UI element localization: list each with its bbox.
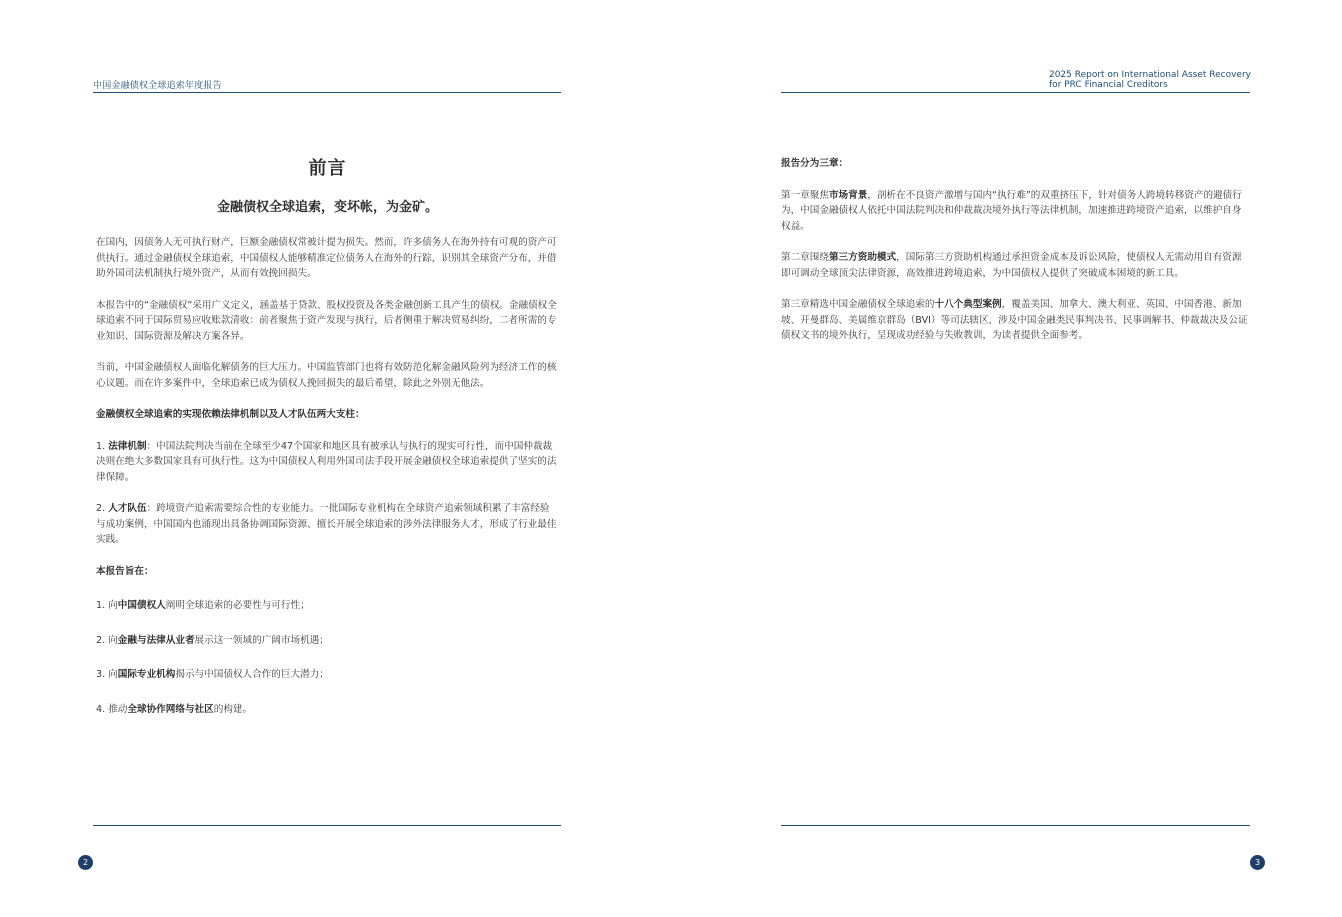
pillar-item: 1. 法律机制：中国法院判决当前在全球至少47个国家和地区具有被承认与执行的现实可行性，而中国仲裁裁决则在绝大多数国家具有可执行性。这为中国债权人利用外国司法手段开展金融债权全球追索提供了坚实的法律保障。 xyxy=(96,440,557,483)
footer-rule xyxy=(781,825,1250,826)
section-heading: 报告分为三章： xyxy=(781,158,849,169)
pillar-item: 2. 人才队伍：跨境资产追索需要综合性的专业能力。一批国际专业机构在全球资产追索领域积累了丰富经验与成功案例，中国国内也涌现出具备协调国际资源、擅长开展全球追索的涉外法律服务人才，形成了行业最佳实践。 xyxy=(96,503,557,545)
section-heading: 金融债权全球追索的实现依赖法律机制以及人才队伍两大支柱： xyxy=(96,409,365,420)
aim-item: 3. 向国际专业机构揭示与中国债权人合作的巨大潜力； xyxy=(96,669,329,680)
header-line: 2025 Report on International Asset Recovery xyxy=(1048,70,1251,80)
paragraph: 在国内，因债务人无可执行财产，巨额金融债权常被计提为损失。然而，许多债务人在海外持有可观的资产可供执行。通过金融债权全球追索，中国债权人能够精准定位债务人在海外的行踪，识别其全球资产分布，并借助外国司法机制执行境外资产，从而有效挽回损失。 xyxy=(96,237,557,279)
paragraph: 当前，中国金融债权人面临化解债务的巨大压力。中国监管部门也将有效防范化解金融风险列为经济工作的核心议题。而在许多案件中，全球追索已成为债权人挽回损失的最后希望，除此之外别无他法。 xyxy=(96,362,557,389)
aim-item: 2. 向金融与法律从业者展示这一领域的广阔市场机遇； xyxy=(96,634,329,646)
section-heading: 本报告旨在： xyxy=(96,565,154,577)
header-rule xyxy=(93,92,561,93)
aim-item: 4. 推动全球协作网络与社区的构建。 xyxy=(96,703,253,715)
chapter-summary: 第一章聚焦市场背景，剖析在不良资产激增与国内“执行难”的双重挤压下，针对债务人跨境转移资产的避债行为，中国金融债权人依托中国法院判决和仲裁裁决境外执行等法律机制，加速推进跨境资产追索，以维护自身权益。 xyxy=(781,189,1242,232)
header-rule xyxy=(781,92,1250,93)
page-title: 前言 xyxy=(308,158,347,179)
chapters-body xyxy=(781,156,1251,344)
running-header xyxy=(1049,70,1251,90)
page-subtitle: 金融债权全球追索，变坏帐，为金矿。 xyxy=(216,200,438,215)
page-number-badge: 3 xyxy=(1250,855,1265,870)
running-header: 中国金融债权全球追索年度报告 xyxy=(93,81,222,91)
footer-rule xyxy=(93,825,561,826)
header-line: for PRC Financial Creditors xyxy=(1048,80,1168,90)
preface-body xyxy=(96,156,559,717)
chapter-summary: 第二章围绕第三方资助模式，国际第三方资助机构通过承担资金成本及诉讼风险，使债权人无需动用自有资源即可调动全球顶尖法律资源，高效推进跨境追索，为中国债权人提供了突破成本困境的新工具。 xyxy=(781,252,1242,279)
chapter-summary: 第三章精选中国金融债权全球追索的十八个典型案例，覆盖美国、加拿大、澳大利亚、英国、中国香港、新加坡、开曼群岛、美属维京群岛（BVI）等司法辖区，涉及中国金融类民事判决书、民事调解书、仲裁裁决及公证债权文书的境外执行，呈现成功经验与失败教训，为读者提供全面参考。 xyxy=(781,299,1248,341)
page-number-badge: 2 xyxy=(78,855,93,870)
right-page xyxy=(671,0,1342,917)
aim-item: 1. 向中国债权人阐明全球追索的必要性与可行性； xyxy=(96,600,310,611)
paragraph: 本报告中的“金融债权”采用广义定义，涵盖基于贷款、股权投资及各类金融创新工具产生的债权。金融债权全球追索不同于国际贸易应收账款清收：前者聚焦于资产发现与执行，后者侧重于解决贸易纠纷，二者所需的专业知识、国际资源及解决方案各异。 xyxy=(96,299,557,342)
